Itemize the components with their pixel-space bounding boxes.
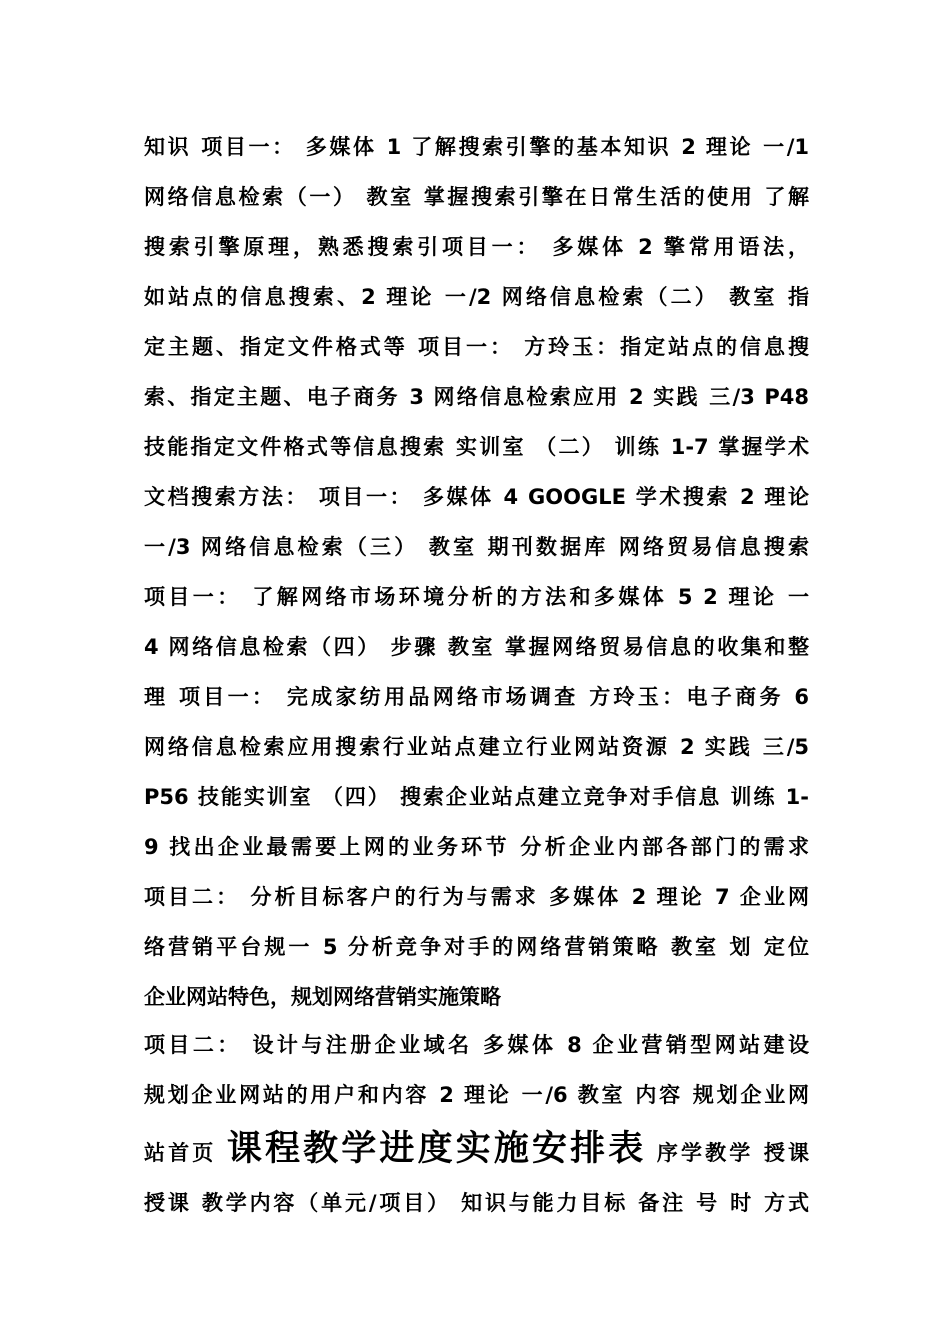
- text-line: 如站点的信息搜索、2 理论 一/2 网络信息检索（二） 教室 指: [144, 285, 809, 309]
- paragraph-2: [144, 1020, 809, 1228]
- text-line: 络营销平台规一 5 分析竞争对手的网络营销策略 教室 划 定位: [144, 935, 809, 959]
- text-line: 一/3 网络信息检索（三） 教室 期刊数据库 网络贸易信息搜索: [144, 535, 809, 559]
- text-line: 企业网站特色，规划网络营销实施策略: [144, 985, 501, 1009]
- text-line: 技能指定文件格式等信息搜索 实训室 （二） 训练 1-7 掌握学术: [144, 435, 809, 459]
- text-line: 文档搜索方法： 项目一： 多媒体 4 GOOGLE 学术搜索 2 理论: [144, 485, 809, 509]
- text-line: P56 技能实训室 （四） 搜索企业站点建立竞争对手信息 训练 1-: [144, 785, 809, 809]
- text-line: 索、指定主题、电子商务 3 网络信息检索应用 2 实践 三/3 P48: [144, 385, 809, 409]
- text-line: 网络信息检索（一） 教室 掌握搜索引擎在日常生活的使用 了解: [144, 185, 809, 209]
- text-line: 知识 项目一： 多媒体 1 了解搜索引擎的基本知识 2 理论 一/1: [144, 135, 809, 159]
- paragraph-1: [144, 122, 809, 1022]
- text-line: 项目二： 分析目标客户的行为与需求 多媒体 2 理论 7 企业网: [144, 885, 809, 909]
- text-line: 搜索引擎原理，熟悉搜索引项目一： 多媒体 2 擎常用语法，: [144, 235, 809, 259]
- line-suffix: 序学教学 授课: [646, 1141, 809, 1165]
- text-line: 规划企业网站的用户和内容 2 理论 一/6 教室 内容 规划企业网: [144, 1083, 809, 1107]
- text-line: 项目一： 了解网络市场环境分析的方法和多媒体 5 2 理论 一: [144, 585, 809, 609]
- text-line: 项目二： 设计与注册企业域名 多媒体 8 企业营销型网站建设: [144, 1033, 809, 1057]
- text-line-with-title: [144, 1120, 809, 1178]
- text-line: 9 找出企业最需要上网的业务环节 分析企业内部各部门的需求: [144, 835, 809, 859]
- text-line: 网络信息检索应用搜索行业站点建立行业网站资源 2 实践 三/5: [144, 735, 809, 759]
- text-line: 定主题、指定文件格式等 项目一： 方玲玉：指定站点的信息搜: [144, 335, 809, 359]
- text-line: 理 项目一： 完成家纺用品网络市场调查 方玲玉：电子商务 6: [144, 685, 809, 709]
- line-prefix: 站首页: [144, 1141, 227, 1165]
- text-line: 授课 教学内容（单元/项目） 知识与能力目标 备注 号 时 方式: [144, 1191, 809, 1215]
- text-line: 4 网络信息检索（四） 步骤 教室 掌握网络贸易信息的收集和整: [144, 635, 809, 659]
- document-title: 课程教学进度实施安排表: [226, 1128, 647, 1169]
